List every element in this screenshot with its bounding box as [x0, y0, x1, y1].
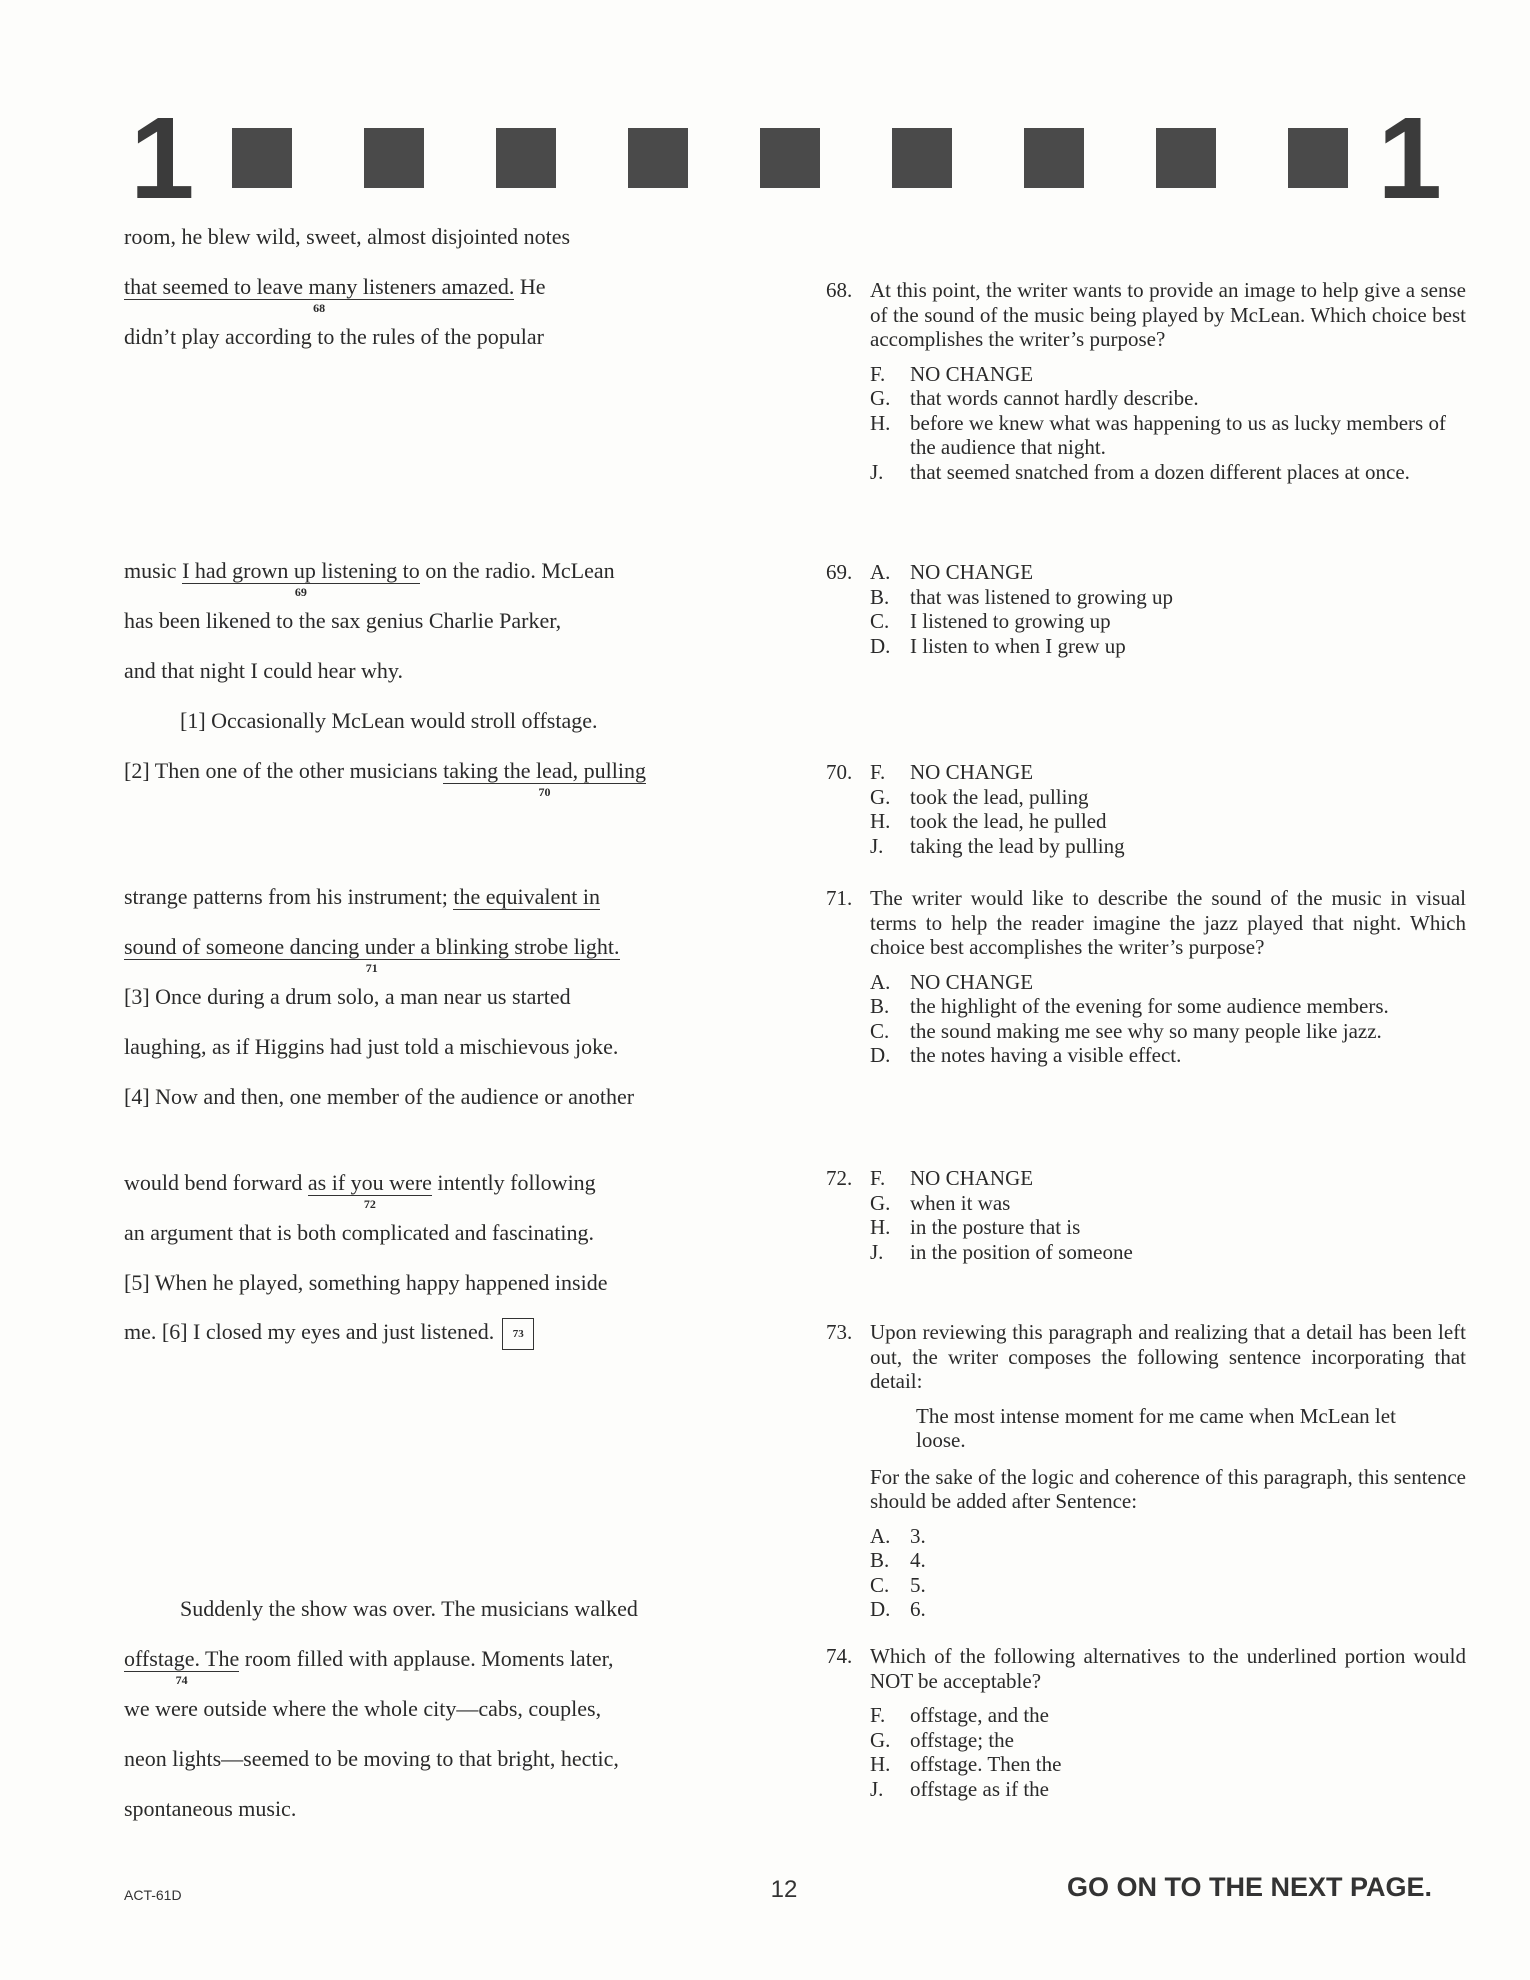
- passage-line: [4] Now and then, one member of the audience or another: [124, 1084, 635, 1109]
- answer-option[interactable]: G. took the lead, pulling: [870, 784, 1089, 809]
- question-69: [826, 560, 1466, 658]
- answer-option[interactable]: C. the sound making me see why so many people like jazz.: [870, 1018, 1382, 1043]
- passage-line: neon lights—seemed to be moving to that bright, hectic,: [124, 1746, 619, 1771]
- question-number: 70.: [826, 760, 853, 784]
- question-number: 69.: [826, 560, 853, 584]
- passage-line: that seemed to leave many listeners amazed. 68 He: [124, 274, 546, 315]
- question-73: [826, 1320, 1466, 1622]
- answer-option[interactable]: B. 4.: [870, 1548, 926, 1572]
- answer-option[interactable]: D. the notes having a visible effect.: [870, 1043, 1182, 1067]
- question-ref-68: 68: [313, 301, 326, 315]
- answer-option[interactable]: F. NO CHANGE: [870, 361, 1034, 386]
- page-number: 12: [770, 1876, 798, 1903]
- passage-line: would bend forward as if you were 72 intently following: [124, 1170, 596, 1211]
- question-ref-69: 69: [294, 585, 307, 599]
- question-stem: Which of the following alternatives to the underlined portion would NOT be acceptable?: [870, 1644, 1466, 1693]
- passage-line: room, he blew wild, sweet, almost disjointed notes: [124, 224, 571, 249]
- question-ref-74: 74: [175, 1673, 188, 1687]
- question-number: 73.: [826, 1320, 853, 1344]
- answer-option[interactable]: H. in the posture that is: [870, 1215, 1081, 1239]
- question-72: [826, 1166, 1466, 1264]
- form-code: ACT-61D: [124, 1887, 182, 1903]
- question-71: [826, 886, 1466, 1068]
- answer-option[interactable]: D. I listen to when I grew up: [870, 633, 1126, 658]
- passage-line: has been likened to the sax genius Charlie Parker,: [124, 608, 562, 633]
- question-number: 72.: [826, 1166, 853, 1190]
- passage-line: we were outside where the whole city—cabs, couples,: [124, 1696, 602, 1721]
- question-number: 68.: [826, 278, 853, 302]
- answer-option[interactable]: F. offstage, and the: [870, 1703, 1049, 1727]
- question-70: [826, 760, 1466, 858]
- question-ref-72: 72: [363, 1197, 376, 1211]
- question-number: 74.: [826, 1644, 853, 1668]
- header-square: [892, 128, 952, 188]
- header-square: [232, 128, 292, 188]
- answer-option[interactable]: G. offstage; the: [870, 1727, 1014, 1752]
- answer-option[interactable]: J. that seemed snatched from a dozen different places at once.: [870, 459, 1410, 484]
- question-continuation: For the sake of the logic and coherence of this paragraph, this sentence should be added after Sentence:: [870, 1464, 1466, 1513]
- inserted-sentence: The most intense moment for me came when McLean let loose.: [916, 1403, 1396, 1452]
- passage-line: [1] Occasionally McLean would stroll offstage.: [180, 708, 598, 733]
- header-square: [1156, 128, 1216, 188]
- answer-option[interactable]: C. I listened to growing up: [870, 609, 1111, 633]
- question-ref-71: 71: [365, 961, 378, 975]
- passage-line: offstage. The 74 room filled with applause. Moments later,: [124, 1646, 614, 1687]
- passage-line: [5] When he played, something happy happened inside: [124, 1270, 608, 1295]
- underlined-portion-70: taking the lead, pulling 70: [443, 758, 646, 799]
- answer-option[interactable]: A. 3.: [870, 1523, 926, 1548]
- answer-option[interactable]: J. offstage as if the: [870, 1776, 1049, 1801]
- passage-line: music I had grown up listening to 69 on the radio. McLean: [124, 558, 615, 599]
- question-number: 71.: [826, 886, 853, 910]
- question-stem: Upon reviewing this paragraph and realizing that a detail has been left out, the writer composes the following sentence incorporating that detail:: [870, 1320, 1466, 1393]
- header-square: [1288, 128, 1348, 188]
- underlined-portion-72: as if you were 72: [307, 1170, 432, 1211]
- passage-line: and that night I could hear why.: [124, 658, 403, 683]
- answer-option[interactable]: F. NO CHANGE: [870, 760, 1034, 784]
- header-square: [496, 128, 556, 188]
- answer-option[interactable]: D. 6.: [870, 1597, 926, 1621]
- passage-line: strange patterns from his instrument; the equivalent in: [124, 884, 600, 909]
- answer-option[interactable]: G. that words cannot hardly describe.: [870, 386, 1199, 410]
- answer-option[interactable]: J. taking the lead by pulling: [870, 833, 1125, 858]
- header-square: [1024, 128, 1084, 188]
- question-68: [826, 278, 1466, 484]
- header-square: [628, 128, 688, 188]
- passage-line: spontaneous music.: [124, 1796, 297, 1821]
- passage-line: me. [6] I closed my eyes and just listened. 73: [124, 1318, 534, 1350]
- question-stem: The writer would like to describe the sound of the music in visual terms to help the reader imagine the jazz played that night. Which choice best accomplishes the writer’s purpose?: [870, 886, 1466, 959]
- header-square: [364, 128, 424, 188]
- answer-option[interactable]: B. that was listened to growing up: [870, 584, 1174, 609]
- underlined-portion-68: that seemed to leave many listeners amazed. 68: [124, 274, 515, 315]
- answer-option[interactable]: J. in the position of someone: [870, 1239, 1133, 1264]
- question-stem: At this point, the writer wants to provide an image to help give a sense of the sound of the music being played by McLean. Which choice best accomplishes the writer’s purpose?: [870, 278, 1466, 351]
- passage-line: [2] Then one of the other musicians taking the lead, pulling 70: [124, 758, 646, 799]
- underlined-portion-71a: the equivalent in: [453, 884, 600, 909]
- passage-line: an argument that is both complicated and fascinating.: [124, 1220, 595, 1245]
- answer-option[interactable]: A. NO CHANGE: [870, 969, 1034, 994]
- underlined-portion-69: I had grown up listening to 69: [182, 558, 420, 599]
- passage-line: Suddenly the show was over. The musicians walked: [180, 1596, 638, 1621]
- section-number-left: 1: [130, 93, 195, 223]
- question-box-73: 73: [502, 1318, 534, 1350]
- underlined-portion-71: sound of someone dancing under a blinking strobe light. 71: [124, 934, 620, 975]
- answer-option[interactable]: B. the highlight of the evening for some audience members.: [870, 994, 1389, 1018]
- question-ref-70: 70: [538, 785, 551, 799]
- passage-line: [124, 934, 620, 975]
- header-square: [760, 128, 820, 188]
- passage-line: didn’t play according to the rules of the popular: [124, 324, 544, 349]
- underlined-portion-74: offstage. The 74: [124, 1646, 240, 1687]
- answer-option[interactable]: H. offstage. Then the: [870, 1752, 1062, 1776]
- section-header: [130, 93, 1442, 223]
- passage-line: [3] Once during a drum solo, a man near us started: [124, 984, 571, 1009]
- next-page-notice: GO ON TO THE NEXT PAGE.: [1066, 1872, 1432, 1902]
- answer-option[interactable]: G. when it was: [870, 1190, 1011, 1215]
- section-number-right: 1: [1377, 93, 1442, 223]
- question-74: [826, 1644, 1466, 1801]
- passage-line: laughing, as if Higgins had just told a mischievous joke.: [124, 1034, 619, 1059]
- answer-option[interactable]: C. 5.: [870, 1572, 926, 1597]
- answer-option[interactable]: H. before we knew what was happening to us as lucky members of the audience that night.: [870, 410, 1446, 459]
- answer-option[interactable]: H. took the lead, he pulled: [870, 809, 1107, 833]
- answer-option[interactable]: A. NO CHANGE: [870, 560, 1034, 584]
- answer-option[interactable]: F. NO CHANGE: [870, 1166, 1034, 1190]
